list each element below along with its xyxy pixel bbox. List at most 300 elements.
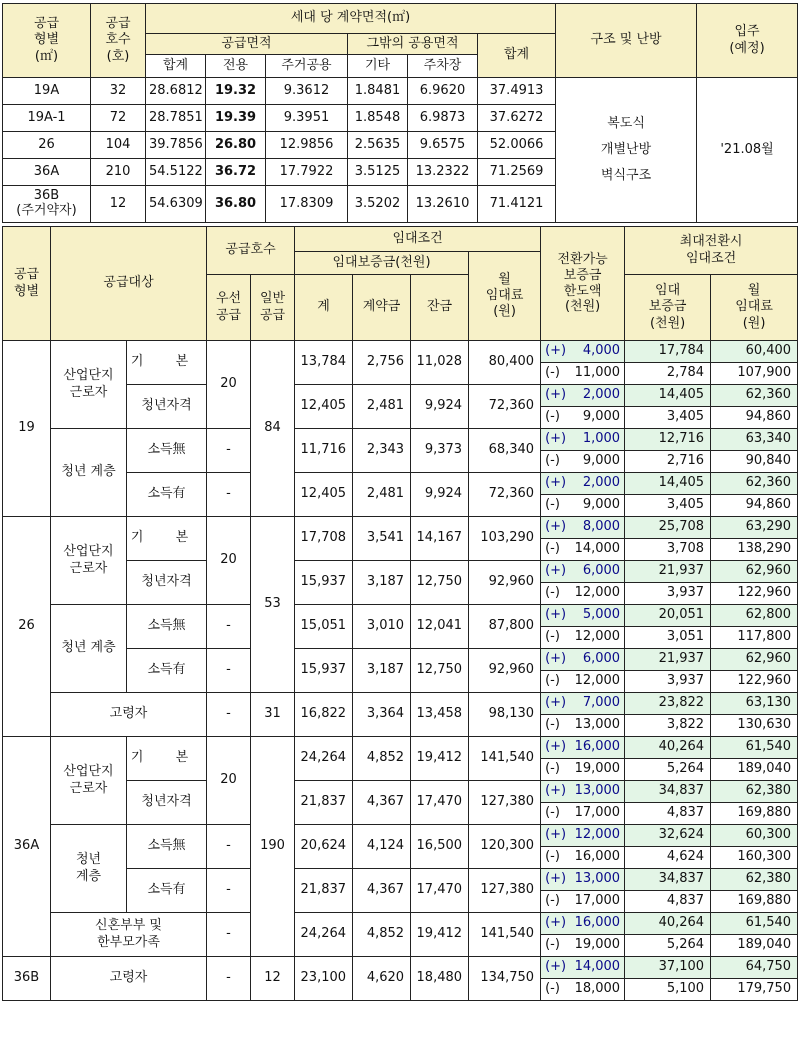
conv-value: 19,000: [574, 761, 621, 777]
general-count-cell: 190: [251, 737, 295, 957]
rent-header-max-deposit: 임대 보증금 (천원): [625, 275, 711, 341]
parking-cell: 6.9620: [408, 78, 478, 105]
general-count-cell: 12: [251, 957, 295, 1001]
count-cell: 104: [91, 132, 146, 159]
conv-minus-cell: [541, 539, 625, 561]
conv-value: 2,000: [582, 475, 621, 491]
minus-sign: (-): [545, 981, 560, 997]
priority-count-cell: 20: [207, 737, 251, 825]
parking-cell: 9.6575: [408, 132, 478, 159]
conv-value: 2,000: [582, 387, 621, 403]
balance-cell: 14,167: [411, 517, 469, 561]
plus-sign: (+): [545, 871, 567, 887]
max-rent-cell: 122,960: [711, 583, 798, 605]
minus-sign: (-): [545, 849, 560, 865]
max-deposit-cell: 5,100: [625, 979, 711, 1001]
exclusive-cell: 19.32: [206, 78, 266, 105]
type-cell: 36A: [3, 737, 51, 957]
conv-value: 13,000: [574, 717, 621, 733]
max-deposit-cell: 21,937: [625, 561, 711, 583]
subtarget-cell: 기 본: [127, 517, 207, 561]
rent-cell: 141,540: [469, 737, 541, 781]
max-deposit-cell: 14,405: [625, 385, 711, 407]
max-deposit-cell: 3,822: [625, 715, 711, 737]
plus-sign: (+): [545, 387, 567, 403]
type-cell: 19: [3, 341, 51, 517]
area-header-count: 공급 호수 (호): [91, 4, 146, 78]
priority-count-cell: -: [207, 869, 251, 913]
max-deposit-cell: 3,405: [625, 407, 711, 429]
conv-minus-cell: [541, 935, 625, 957]
contract-cell: 3,187: [353, 649, 411, 693]
deposit-sum-cell: 12,405: [295, 385, 353, 429]
parking-cell: 13.2322: [408, 159, 478, 186]
general-count-cell: 84: [251, 341, 295, 517]
area-header-total: 합계: [478, 34, 556, 78]
max-rent-cell: 122,960: [711, 671, 798, 693]
sum-cell: 54.5122: [146, 159, 206, 186]
rent-cell: 80,400: [469, 341, 541, 385]
balance-cell: 18,480: [411, 957, 469, 1001]
max-rent-cell: 189,040: [711, 759, 798, 781]
common-cell: 17.8309: [266, 186, 348, 223]
conv-minus-cell: [541, 583, 625, 605]
subtarget-cell: 소득無: [127, 429, 207, 473]
etc-cell: 1.8548: [348, 105, 408, 132]
max-rent-cell: 60,400: [711, 341, 798, 363]
max-rent-cell: 60,300: [711, 825, 798, 847]
conv-value: 5,000: [582, 607, 621, 623]
priority-count-cell: -: [207, 825, 251, 869]
rent-header-max: 최대전환시 임대조건: [625, 227, 798, 275]
max-deposit-cell: 3,405: [625, 495, 711, 517]
total-cell: 52.0066: [478, 132, 556, 159]
conv-value: 17,000: [574, 893, 621, 909]
target-cell: 산업단지 근로자: [51, 341, 127, 429]
subtarget-cell: 청년자격: [127, 385, 207, 429]
balance-cell: 9,373: [411, 429, 469, 473]
area-sub-sum: 합계: [146, 55, 206, 78]
deposit-sum-cell: 15,937: [295, 561, 353, 605]
balance-cell: 9,924: [411, 473, 469, 517]
conv-minus-cell: [541, 451, 625, 473]
count-cell: 32: [91, 78, 146, 105]
plus-sign: (+): [545, 431, 567, 447]
rent-header-type: 공급 형별: [3, 227, 51, 341]
common-cell: 9.3951: [266, 105, 348, 132]
balance-cell: 17,470: [411, 869, 469, 913]
conv-value: 12,000: [574, 673, 621, 689]
deposit-sum-cell: 21,837: [295, 781, 353, 825]
priority-count-cell: -: [207, 429, 251, 473]
max-rent-cell: 63,130: [711, 693, 798, 715]
max-rent-cell: 169,880: [711, 803, 798, 825]
target-cell: 고령자: [51, 693, 207, 737]
conv-value: 8,000: [582, 519, 621, 535]
max-deposit-cell: 20,051: [625, 605, 711, 627]
rent-cell: 98,130: [469, 693, 541, 737]
max-deposit-cell: 40,264: [625, 913, 711, 935]
subtarget-cell: 기 본: [127, 737, 207, 781]
area-header-supply: 공급면적: [146, 34, 348, 55]
type-cell: 26: [3, 517, 51, 737]
max-rent-cell: 160,300: [711, 847, 798, 869]
max-deposit-cell: 23,822: [625, 693, 711, 715]
contract-cell: 4,367: [353, 781, 411, 825]
total-cell: 37.6272: [478, 105, 556, 132]
exclusive-cell: 36.72: [206, 159, 266, 186]
rent-cell: 127,380: [469, 781, 541, 825]
max-deposit-cell: 21,937: [625, 649, 711, 671]
subtarget-cell: 청년자격: [127, 561, 207, 605]
max-deposit-cell: 4,837: [625, 891, 711, 913]
area-header-type: 공급 형별 (㎡): [3, 4, 91, 78]
conv-minus-cell: [541, 979, 625, 1001]
rent-cell: 134,750: [469, 957, 541, 1001]
conv-value: 14,000: [574, 541, 621, 557]
conv-plus-cell: [541, 913, 625, 935]
conv-value: 12,000: [574, 827, 621, 843]
max-deposit-cell: 4,624: [625, 847, 711, 869]
type-cell: 36B (주거약자): [3, 186, 91, 223]
balance-cell: 9,924: [411, 385, 469, 429]
rent-header-deposit: 임대보증금(천원): [295, 252, 469, 275]
priority-count-cell: -: [207, 605, 251, 649]
max-rent-cell: 62,360: [711, 473, 798, 495]
minus-sign: (-): [545, 937, 560, 953]
deposit-sum-cell: 21,837: [295, 869, 353, 913]
deposit-sum-cell: 13,784: [295, 341, 353, 385]
deposit-sum-cell: 15,051: [295, 605, 353, 649]
deposit-sum-cell: 11,716: [295, 429, 353, 473]
subtarget-cell: 소득無: [127, 825, 207, 869]
max-deposit-cell: 5,264: [625, 935, 711, 957]
contract-cell: 3,010: [353, 605, 411, 649]
max-deposit-cell: 3,937: [625, 583, 711, 605]
rent-header-convertible: 전환가능 보증금 한도액 (천원): [541, 227, 625, 341]
conv-plus-cell: [541, 517, 625, 539]
rent-header-general: 일반 공급: [251, 275, 295, 341]
common-cell: 9.3612: [266, 78, 348, 105]
max-rent-cell: 130,630: [711, 715, 798, 737]
rent-cell: 68,340: [469, 429, 541, 473]
plus-sign: (+): [545, 563, 567, 579]
plus-sign: (+): [545, 959, 567, 975]
priority-count-cell: 20: [207, 517, 251, 605]
conv-plus-cell: [541, 561, 625, 583]
max-rent-cell: 63,340: [711, 429, 798, 451]
max-deposit-cell: 32,624: [625, 825, 711, 847]
balance-cell: 19,412: [411, 913, 469, 957]
conv-minus-cell: [541, 847, 625, 869]
conv-plus-cell: [541, 737, 625, 759]
type-cell: 19A-1: [3, 105, 91, 132]
conv-minus-cell: [541, 671, 625, 693]
etc-cell: 1.8481: [348, 78, 408, 105]
contract-cell: 4,124: [353, 825, 411, 869]
max-deposit-cell: 40,264: [625, 737, 711, 759]
conv-plus-cell: [541, 693, 625, 715]
minus-sign: (-): [545, 893, 560, 909]
deposit-sum-cell: 16,822: [295, 693, 353, 737]
max-rent-cell: 179,750: [711, 979, 798, 1001]
sum-cell: 54.6309: [146, 186, 206, 223]
minus-sign: (-): [545, 629, 560, 645]
total-cell: 71.4121: [478, 186, 556, 223]
balance-cell: 12,041: [411, 605, 469, 649]
conv-plus-cell: [541, 869, 625, 891]
balance-cell: 13,458: [411, 693, 469, 737]
etc-cell: 2.5635: [348, 132, 408, 159]
table-row: [3, 78, 798, 105]
contract-cell: 2,481: [353, 385, 411, 429]
minus-sign: (-): [545, 497, 560, 513]
max-rent-cell: 107,900: [711, 363, 798, 385]
max-rent-cell: 62,800: [711, 605, 798, 627]
rent-cell: 120,300: [469, 825, 541, 869]
max-deposit-cell: 2,716: [625, 451, 711, 473]
subtarget-cell: 청년자격: [127, 781, 207, 825]
conv-value: 4,000: [582, 343, 621, 359]
max-deposit-cell: 2,784: [625, 363, 711, 385]
conv-plus-cell: [541, 341, 625, 363]
minus-sign: (-): [545, 453, 560, 469]
max-rent-cell: 62,360: [711, 385, 798, 407]
minus-sign: (-): [545, 717, 560, 733]
exclusive-cell: 36.80: [206, 186, 266, 223]
conv-minus-cell: [541, 891, 625, 913]
area-header-structure: 구조 및 난방: [556, 4, 697, 78]
area-header-movein: 입주 (예정): [697, 4, 798, 78]
priority-count-cell: -: [207, 957, 251, 1001]
minus-sign: (-): [545, 365, 560, 381]
conv-value: 9,000: [582, 497, 621, 513]
conv-value: 16,000: [574, 915, 621, 931]
minus-sign: (-): [545, 541, 560, 557]
max-rent-cell: 169,880: [711, 891, 798, 913]
general-count-cell: 53: [251, 517, 295, 693]
max-rent-cell: 61,540: [711, 737, 798, 759]
rent-cell: 72,360: [469, 385, 541, 429]
conv-plus-cell: [541, 605, 625, 627]
max-rent-cell: 62,960: [711, 649, 798, 671]
sum-cell: 39.7856: [146, 132, 206, 159]
deposit-sum-cell: 20,624: [295, 825, 353, 869]
conv-plus-cell: [541, 957, 625, 979]
subtarget-cell: 소득有: [127, 649, 207, 693]
deposit-sum-cell: 24,264: [295, 913, 353, 957]
rent-cell: 103,290: [469, 517, 541, 561]
count-cell: 210: [91, 159, 146, 186]
conv-value: 1,000: [582, 431, 621, 447]
max-deposit-cell: 17,784: [625, 341, 711, 363]
max-rent-cell: 63,290: [711, 517, 798, 539]
conv-value: 17,000: [574, 805, 621, 821]
plus-sign: (+): [545, 695, 567, 711]
conv-minus-cell: [541, 407, 625, 429]
conv-plus-cell: [541, 429, 625, 451]
rent-header-count: 공급호수: [207, 227, 295, 275]
movein-cell: '21.08월: [697, 78, 798, 223]
deposit-sum-cell: 17,708: [295, 517, 353, 561]
priority-count-cell: -: [207, 913, 251, 957]
max-rent-cell: 138,290: [711, 539, 798, 561]
conv-value: 16,000: [574, 849, 621, 865]
conv-plus-cell: [541, 781, 625, 803]
minus-sign: (-): [545, 805, 560, 821]
max-rent-cell: 61,540: [711, 913, 798, 935]
parking-cell: 6.9873: [408, 105, 478, 132]
max-deposit-cell: 34,837: [625, 781, 711, 803]
plus-sign: (+): [545, 519, 567, 535]
conv-value: 12,000: [574, 629, 621, 645]
rent-header-max-rent: 월 임대료 (원): [711, 275, 798, 341]
plus-sign: (+): [545, 827, 567, 843]
max-rent-cell: 64,750: [711, 957, 798, 979]
subtarget-cell: 기 본: [127, 341, 207, 385]
parking-cell: 13.2610: [408, 186, 478, 223]
conv-minus-cell: [541, 759, 625, 781]
max-deposit-cell: 12,716: [625, 429, 711, 451]
max-deposit-cell: 34,837: [625, 869, 711, 891]
conv-value: 19,000: [574, 937, 621, 953]
max-deposit-cell: 3,051: [625, 627, 711, 649]
conv-value: 9,000: [582, 453, 621, 469]
priority-count-cell: -: [207, 473, 251, 517]
conv-plus-cell: [541, 385, 625, 407]
max-deposit-cell: 37,100: [625, 957, 711, 979]
target-cell: 산업단지 근로자: [51, 737, 127, 825]
rent-header-rent: 월 임대료 (원): [469, 252, 541, 341]
plus-sign: (+): [545, 651, 567, 667]
plus-sign: (+): [545, 783, 567, 799]
exclusive-cell: 19.39: [206, 105, 266, 132]
rent-cell: 72,360: [469, 473, 541, 517]
area-sub-etc: 기타: [348, 55, 408, 78]
max-deposit-cell: 25,708: [625, 517, 711, 539]
conv-value: 6,000: [582, 651, 621, 667]
general-count-cell: 31: [251, 693, 295, 737]
type-cell: 36B: [3, 957, 51, 1001]
max-rent-cell: 62,380: [711, 781, 798, 803]
area-sub-common: 주거공용: [266, 55, 348, 78]
conv-minus-cell: [541, 627, 625, 649]
conv-value: 11,000: [574, 365, 621, 381]
contract-cell: 2,481: [353, 473, 411, 517]
etc-cell: 3.5125: [348, 159, 408, 186]
plus-sign: (+): [545, 915, 567, 931]
contract-cell: 4,852: [353, 737, 411, 781]
conv-minus-cell: [541, 495, 625, 517]
priority-count-cell: 20: [207, 341, 251, 429]
max-deposit-cell: 3,708: [625, 539, 711, 561]
deposit-sum-cell: 12,405: [295, 473, 353, 517]
contract-cell: 2,343: [353, 429, 411, 473]
area-sub-exclusive: 전용: [206, 55, 266, 78]
balance-cell: 12,750: [411, 561, 469, 605]
max-rent-cell: 90,840: [711, 451, 798, 473]
priority-count-cell: -: [207, 649, 251, 693]
minus-sign: (-): [545, 409, 560, 425]
common-cell: 17.7922: [266, 159, 348, 186]
max-deposit-cell: 3,937: [625, 671, 711, 693]
rent-table: [2, 226, 798, 1001]
balance-cell: 11,028: [411, 341, 469, 385]
conv-plus-cell: [541, 649, 625, 671]
sum-cell: 28.6812: [146, 78, 206, 105]
minus-sign: (-): [545, 673, 560, 689]
area-header-contract-area: 세대 당 계약면적(㎡): [146, 4, 556, 34]
max-deposit-cell: 4,837: [625, 803, 711, 825]
count-cell: 12: [91, 186, 146, 223]
area-header-other: 그밖의 공용면적: [348, 34, 478, 55]
total-cell: 71.2569: [478, 159, 556, 186]
contract-cell: 2,756: [353, 341, 411, 385]
rent-header-target: 공급대상: [51, 227, 207, 341]
subtarget-cell: 소득有: [127, 869, 207, 913]
conv-minus-cell: [541, 363, 625, 385]
conv-minus-cell: [541, 803, 625, 825]
rent-header-sum: 계: [295, 275, 353, 341]
conv-value: 18,000: [574, 981, 621, 997]
structure-cell: 복도식 개별난방 벽식구조: [556, 78, 697, 223]
conv-plus-cell: [541, 473, 625, 495]
target-cell: 청년 계층: [51, 429, 127, 517]
contract-cell: 4,852: [353, 913, 411, 957]
max-deposit-cell: 14,405: [625, 473, 711, 495]
target-cell: 청년 계층: [51, 605, 127, 693]
plus-sign: (+): [545, 607, 567, 623]
conv-value: 7,000: [582, 695, 621, 711]
target-cell: 신혼부부 및 한부모가족: [51, 913, 207, 957]
max-rent-cell: 94,860: [711, 495, 798, 517]
common-cell: 12.9856: [266, 132, 348, 159]
subtarget-cell: 소득無: [127, 605, 207, 649]
contract-cell: 3,364: [353, 693, 411, 737]
conv-value: 12,000: [574, 585, 621, 601]
conv-value: 6,000: [582, 563, 621, 579]
type-cell: 36A: [3, 159, 91, 186]
max-rent-cell: 62,960: [711, 561, 798, 583]
total-cell: 37.4913: [478, 78, 556, 105]
deposit-sum-cell: 24,264: [295, 737, 353, 781]
contract-cell: 4,620: [353, 957, 411, 1001]
etc-cell: 3.5202: [348, 186, 408, 223]
balance-cell: 17,470: [411, 781, 469, 825]
conv-minus-cell: [541, 715, 625, 737]
conv-value: 13,000: [574, 871, 621, 887]
rent-cell: 92,960: [469, 561, 541, 605]
target-cell: 고령자: [51, 957, 207, 1001]
subtarget-cell: 소득有: [127, 473, 207, 517]
area-sub-parking: 주차장: [408, 55, 478, 78]
plus-sign: (+): [545, 739, 567, 755]
sum-cell: 28.7851: [146, 105, 206, 132]
exclusive-cell: 26.80: [206, 132, 266, 159]
rent-header-contract: 계약금: [353, 275, 411, 341]
rent-cell: 92,960: [469, 649, 541, 693]
rent-cell: 87,800: [469, 605, 541, 649]
type-cell: 19A: [3, 78, 91, 105]
contract-cell: 4,367: [353, 869, 411, 913]
deposit-sum-cell: 23,100: [295, 957, 353, 1001]
plus-sign: (+): [545, 343, 567, 359]
rent-header-condition: 임대조건: [295, 227, 541, 252]
conv-value: 13,000: [574, 783, 621, 799]
minus-sign: (-): [545, 585, 560, 601]
conv-plus-cell: [541, 825, 625, 847]
max-rent-cell: 62,380: [711, 869, 798, 891]
